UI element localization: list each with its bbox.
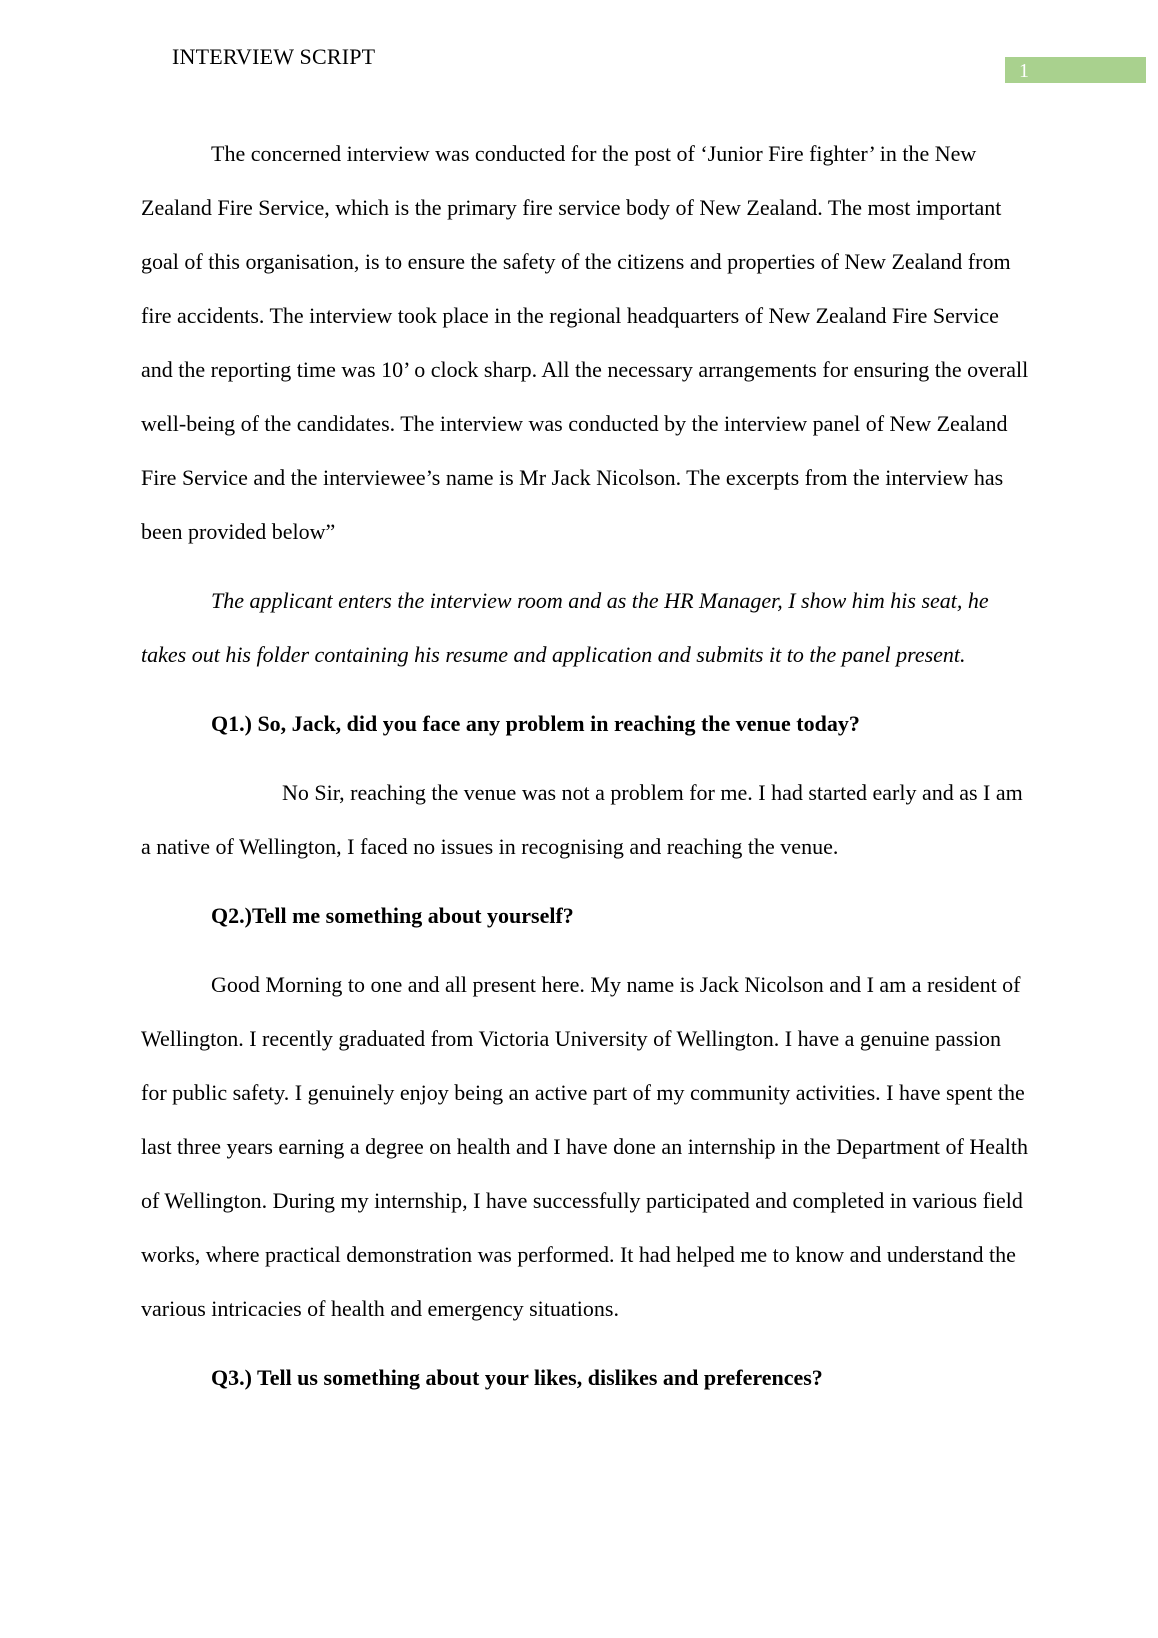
document-body [141, 127, 1031, 1420]
question-2: Q2.)Tell me something about yourself? [211, 903, 574, 928]
answer-1: No Sir, reaching the venue was not a problem for me. I had started early and as I am a native of Wellington, I faced no issues in recognising and reaching the venue. [141, 780, 1023, 859]
page-number: 1 [1019, 60, 1029, 82]
intro-paragraph: The concerned interview was conducted for the post of ‘Junior Fire fighter’ in the New Zealand Fire Service, which is the primary fire service body of New Zealand. The most important goal of this organisation, is to ensure the safety of the citizens and properties of New Zealand from fire accidents. The interview took place in the regional headquarters of New Zealand Fire Service and the reporting time was 10’ o clock sharp. All the necessary arrangements for ensuring the overall well-being of the candidates. The interview was conducted by the interview panel of New Zealand Fire Service and the interviewee’s name is Mr Jack Nicolson. The excerpts from the interview has been provided below” [141, 141, 1029, 544]
question-1: Q1.) So, Jack, did you face any problem in reaching the venue today? [211, 711, 860, 736]
question-3: Q3.) Tell us something about your likes, dislikes and preferences? [211, 1365, 823, 1390]
page-number-box [1005, 57, 1146, 83]
running-head: INTERVIEW SCRIPT [172, 44, 376, 69]
answer-2: Good Morning to one and all present here. My name is Jack Nicolson and I am a resident of Wellington. I recently graduated from Victoria University of Wellington. I have a genuine passion for public safety. I genuinely enjoy being an active part of my community activities. I have spent the last three years earning a degree on health and I have done an internship in the Department of Health of Wellington. During my internship, I have successfully participated and completed in various field works, where practical demonstration was performed. It had helped me to know and understand the various intricacies of health and emergency situations. [141, 972, 1028, 1321]
stage-direction: The applicant enters the interview room and as the HR Manager, I show him his seat, he takes out his folder containing his resume and application and submits it to the panel present. [141, 588, 989, 667]
